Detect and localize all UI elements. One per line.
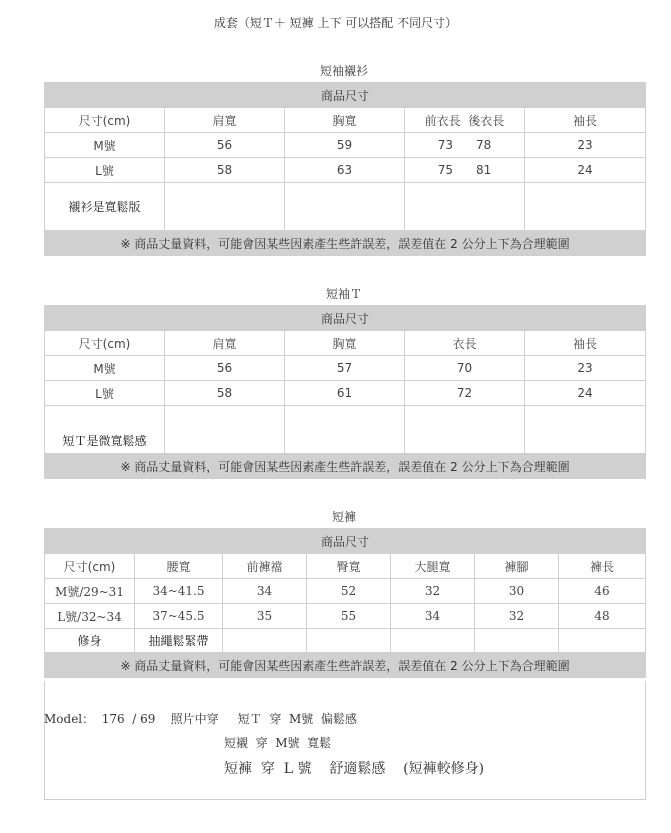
table-row — [45, 381, 646, 406]
value-cell: 73 78 — [405, 133, 525, 158]
table-row — [45, 579, 646, 604]
value-cell: 34~41.5 — [135, 579, 223, 604]
value-cell: 57 — [285, 356, 405, 381]
shirt-size-table — [44, 82, 646, 256]
tshirt-section-title: 短袖Ｔ — [325, 287, 362, 301]
table-row — [45, 133, 646, 158]
table-row — [45, 356, 646, 381]
column-header: 大腿寬 — [391, 554, 475, 579]
table-row — [45, 604, 646, 629]
size-cell: L號/32~34 — [45, 604, 135, 629]
value-cell: 30 — [475, 579, 559, 604]
size-cell: L號 — [45, 381, 165, 406]
model-info-line: 短襯 穿 M號 寬鬆 — [224, 736, 332, 750]
model-info-line: 短褲 穿 L 號 舒適鬆感 (短褲較修身) — [224, 761, 485, 777]
value-cell: 72 — [405, 381, 525, 406]
table-header: 商品尺寸 — [45, 83, 646, 108]
column-header: 前褲襠 — [223, 554, 307, 579]
table-row — [45, 158, 646, 183]
page-title: 成套（短Ｔ＋ 短褲 上下 可以搭配 不同尺寸） — [213, 16, 458, 30]
column-header: 胸寬 — [285, 108, 405, 133]
value-cell: 75 81 — [405, 158, 525, 183]
shorts-section-title: 短褲 — [331, 510, 356, 524]
column-header: 腰寬 — [135, 554, 223, 579]
tshirt-size-table — [44, 305, 646, 479]
value-cell: 55 — [307, 604, 391, 629]
value-cell: 58 — [165, 381, 285, 406]
column-header: 袖長 — [525, 331, 646, 356]
value-cell: 35 — [223, 604, 307, 629]
measurement-note: ※ 商品丈量資料，可能會因某些因素產生些許誤差，誤差值在 2 公分上下為合理範圍 — [45, 231, 646, 256]
column-header: 尺寸(cm) — [45, 108, 165, 133]
value-cell: 52 — [307, 579, 391, 604]
value-cell: 32 — [475, 604, 559, 629]
column-header: 尺寸(cm) — [45, 554, 135, 579]
value-cell: 63 — [285, 158, 405, 183]
column-header: 衣長 — [405, 331, 525, 356]
measurement-note: ※ 商品丈量資料，可能會因某些因素產生些許誤差，誤差值在 2 公分上下為合理範圍 — [45, 454, 646, 479]
column-header: 臀寬 — [307, 554, 391, 579]
value-cell: 58 — [165, 158, 285, 183]
value-cell: 24 — [525, 158, 646, 183]
table-header: 商品尺寸 — [45, 529, 646, 554]
size-cell: L號 — [45, 158, 165, 183]
value-cell: 32 — [391, 579, 475, 604]
value-cell: 23 — [525, 356, 646, 381]
remark-cell: 襯衫是寬鬆版 — [45, 183, 165, 231]
value-cell: 24 — [525, 381, 646, 406]
column-header: 褲長 — [559, 554, 646, 579]
value-cell: 59 — [285, 133, 405, 158]
size-cell: M號 — [45, 356, 165, 381]
column-header: 肩寬 — [165, 108, 285, 133]
model-info-line: Model： 176 / 69 照片中穿 短Ｔ 穿 M號 偏鬆感 — [44, 712, 357, 726]
column-header: 褲腳 — [475, 554, 559, 579]
value-cell: 34 — [391, 604, 475, 629]
table-header: 商品尺寸 — [45, 306, 646, 331]
value-cell: 56 — [165, 133, 285, 158]
shorts-size-table — [44, 528, 646, 678]
value-cell: 46 — [559, 579, 646, 604]
size-cell: M號/29~31 — [45, 579, 135, 604]
column-header: 尺寸(cm) — [45, 331, 165, 356]
model-info-box — [44, 681, 646, 800]
remark-cell: 修身 — [45, 629, 135, 653]
value-cell: 56 — [165, 356, 285, 381]
shirt-section-title: 短袖襯衫 — [319, 64, 368, 78]
value-cell: 23 — [525, 133, 646, 158]
column-header: 袖長 — [525, 108, 646, 133]
measurement-note: ※ 商品丈量資料，可能會因某些因素產生些許誤差，誤差值在 2 公分上下為合理範圍 — [45, 653, 646, 678]
size-cell: M號 — [45, 133, 165, 158]
value-cell: 37~45.5 — [135, 604, 223, 629]
column-header: 胸寬 — [285, 331, 405, 356]
value-cell: 48 — [559, 604, 646, 629]
value-cell: 61 — [285, 381, 405, 406]
remark-cell: 抽繩鬆緊帶 — [135, 629, 223, 653]
value-cell: 34 — [223, 579, 307, 604]
remark-cell: 短Ｔ是微寬鬆感 — [45, 406, 165, 454]
column-header: 肩寬 — [165, 331, 285, 356]
value-cell: 70 — [405, 356, 525, 381]
column-header: 前衣長 後衣長 — [405, 108, 525, 133]
